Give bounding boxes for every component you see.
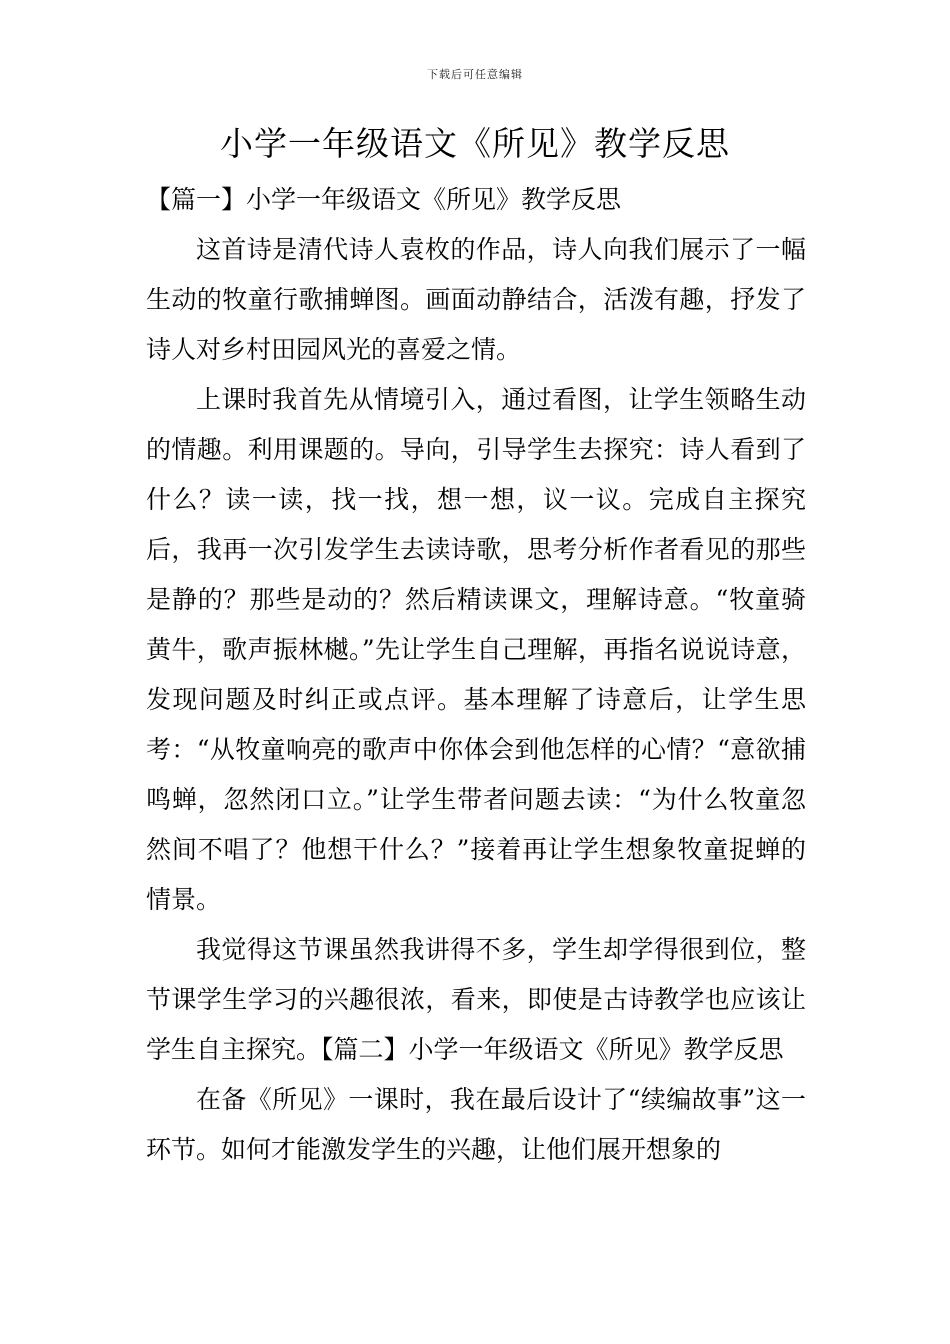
paragraph: 上课时我首先从情境引入，通过看图，让学生领略生动的情趣。利用课题的。导向，引导学生去探究：诗人看到了什么？读一读，找一找，想一想，议一议。完成自主探究后，我再一次引发学生去读诗歌，思考分析作者看见的那些是静的？那些是动的？然后精读课文，理解诗意。“牧童骑黄牛，歌声振林樾。”先让学生自己理解，再指名说说诗意，发现问题及时纠正或点评。基本理解了诗意后，让学生思考：“从牧童响亮的歌声中你体会到他怎样的心情？“意欲捕鸣蝉，忽然闭口立。”让学生带者问题去读：“为什么牧童忽然间不唱了？他想干什么？”接着再让学生想象牧童捉蝉的情景。 [146,385,806,914]
paragraph: 我觉得这节课虽然我讲得不多，学生却学得很到位，整节课学生学习的兴趣很浓，看来，即使是古诗教学也应该让学生自主探究。【篇二】小学一年级语文《所见》教学反思 [146,935,806,1064]
header-note: 下载后可任意编辑 [427,68,523,81]
paragraph: 这首诗是清代诗人袁枚的作品，诗人向我们展示了一幅生动的牧童行歌捕蝉图。画面动静结合，活泼有趣，抒发了诗人对乡村田园风光的喜爱之情。 [146,235,806,364]
document-body [146,175,806,1175]
section-heading: 【篇一】小学一年级语文《所见》教学反思 [146,185,622,214]
paragraph: 在备《所见》一课时，我在最后设计了“续编故事”这一环节。如何才能激发学生的兴趣，让他们展开想象的 [146,1085,806,1164]
document-title: 小学一年级语文《所见》教学反思 [220,124,730,163]
